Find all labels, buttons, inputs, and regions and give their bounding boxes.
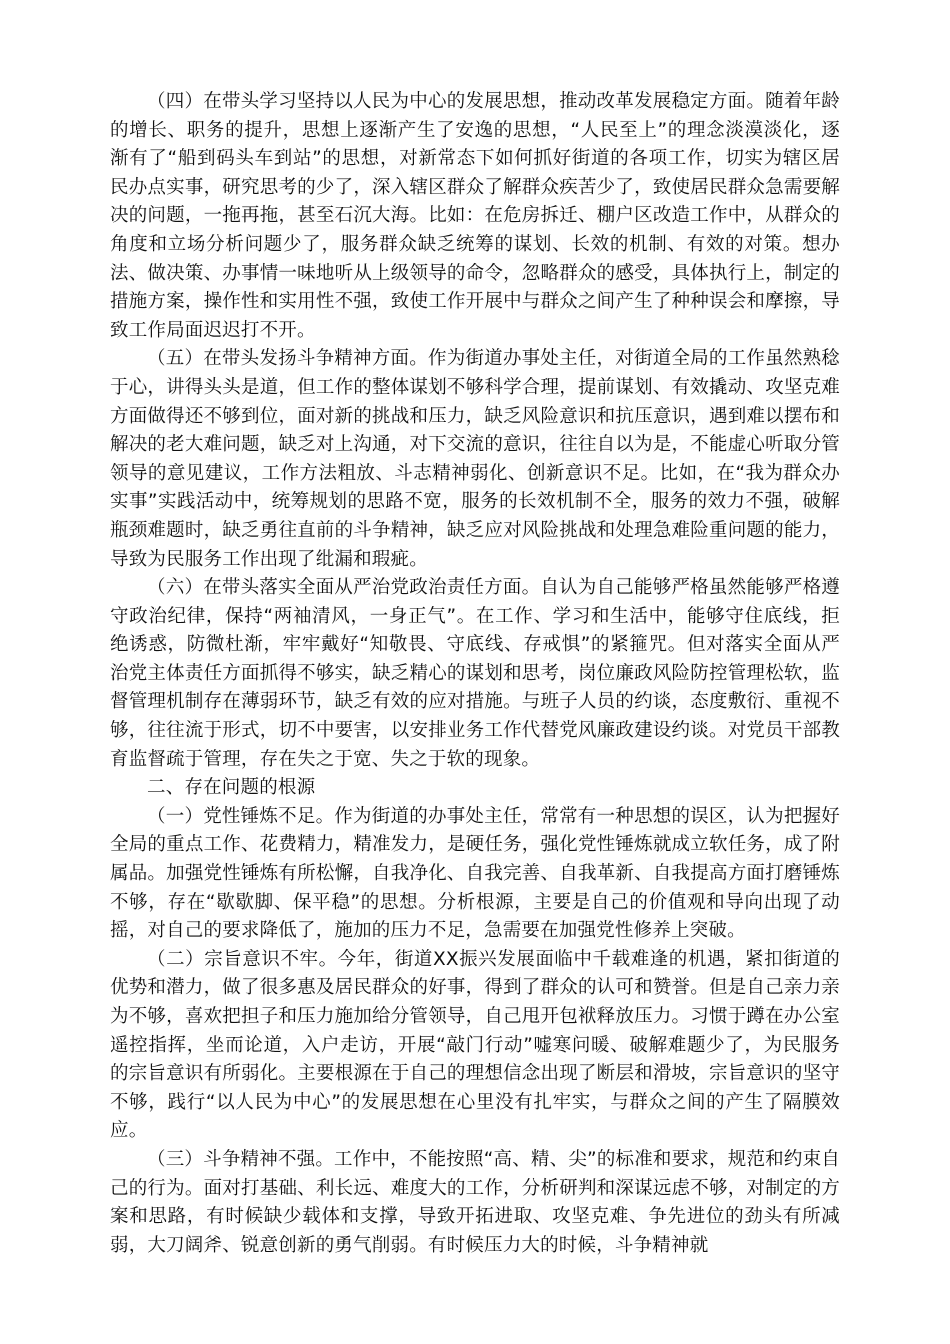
paragraph-6: （六）在带头落实全面从严治党政治责任方面。自认为自己能够严格虽然能够严格遵守政治纪律，保持“两袖清风，一身正气”。在工作、学习和生活中，能够守住底线，拒绝诱惑，防微杜渐，牢牢戴好“知敬畏、守底线、存戒惧”的紧箍咒。但对落实全面从严治党主体责任方面抓得不够实，缺乏精心的谋划和思考，岗位廉政风险防控管理松软，监督管理机制存在薄弱环节，缺乏有效的应对措施。与班子人员的约谈，态度敷衍、重视不够，往往流于形式，切不中要害，以安排业务工作代替党风廉政建设约谈。对党员干部教育监督疏于管理，存在失之于宽、失之于软的现象。 xyxy=(110,577,840,770)
paragraph-root-2: （二）宗旨意识不牢。今年，街道XX振兴发展面临中千载难逢的机遇，紧扣街道的优势和潜力，做了很多惠及居民群众的好事，得到了群众的认可和赞誉。但是自己亲力亲为不够，喜欢把担子和压力施加给分管领导，自己甩开包袱释放压力。习惯于蹲在办公室遥控指挥，坐而论道，入户走访，开展“敲门行动”嘘寒问暖、破解难题少了，为民服务的宗旨意识有所弱化。主要根源在于自己的理想信念出现了断层和滑坡，宗旨意识的坚守不够，践行“以人民为中心”的发展思想在心里没有扎牢实，与群众之间的产生了隔膜效应。 xyxy=(110,948,840,1142)
paragraph-root-1: （一）党性锤炼不足。作为街道的办事处主任，常常有一种思想的误区，认为把握好全局的重点工作、花费精力，精准发力，是硬任务，强化党性锤炼就成立软任务，成了附属品。加强党性锤炼有所松懈，自我净化、自我完善、自我革新、自我提高方面打磨锤炼不够，存在“歇歇脚、保平稳”的思想。分析根源，主要是自己的价值观和导向出现了动摇，对自己的要求降低了，施加的压力不足，急需要在加强党性修养上突破。 xyxy=(110,805,840,942)
paragraph-4: （四）在带头学习坚持以人民为中心的发展思想，推动改革发展稳定方面。随着年龄的增长、职务的提升，思想上逐渐产生了安逸的思想，“人民至上”的理念淡漠淡化，逐渐有了“船到码头车到站”的思想，对新常态下如何抓好街道的各项工作，切实为辖区居民办点实事，研究思考的少了，深入辖区群众了解群众疾苦少了，致使居民群众急需要解决的问题，一拖再拖，甚至石沉大海。比如：在危房拆迁、棚户区改造工作中，从群众的角度和立场分析问题少了，服务群众缺乏统筹的谋划、长效的机制、有效的对策。想办法、做决策、办事情一味地听从上级领导的命令，忽略群众的感受，具体执行上，制定的措施方案，操作性和实用性不强，致使工作开展中与群众之间产生了种种误会和摩擦，导致工作局面迟迟打不开。 xyxy=(110,91,840,341)
document-body xyxy=(110,88,840,1260)
paragraph-root-3: （三）斗争精神不强。工作中，不能按照“高、精、尖”的标准和要求，规范和约束自己的行为。面对打基础、利长远、难度大的工作，分析研判和深谋远虑不够，对制定的方案和思路，有时候缺少载体和支撑，导致开拓进取、攻坚克难、争先进位的劲头有所减弱，大刀阔斧、锐意创新的勇气削弱。有时候压力大的时候，斗争精神就 xyxy=(110,1148,840,1256)
section-heading: 二、存在问题的根源 xyxy=(147,777,316,799)
paragraph-5: （五）在带头发扬斗争精神方面。作为街道办事处主任，对街道全局的工作虽然熟稔于心，讲得头头是道，但工作的整体谋划不够科学合理，提前谋划、有效撬动、攻坚克难方面做得还不够到位，面对新的挑战和压力，缺乏风险意识和抗压意识，遇到难以摆布和解决的老大难问题，缺乏对上沟通，对下交流的意识，往往自以为是，不能虚心听取分管领导的意见建议，工作方法粗放、斗志精神弱化、创新意识不足。比如，在“我为群众办实事”实践活动中，统筹规划的思路不宽，服务的长效机制不全，服务的效力不强，破解瓶颈难题时，缺乏勇往直前的斗争精神，缺乏应对风险挑战和处理急难险重问题的能力，导致为民服务工作出现了纰漏和瑕疵。 xyxy=(110,348,840,570)
